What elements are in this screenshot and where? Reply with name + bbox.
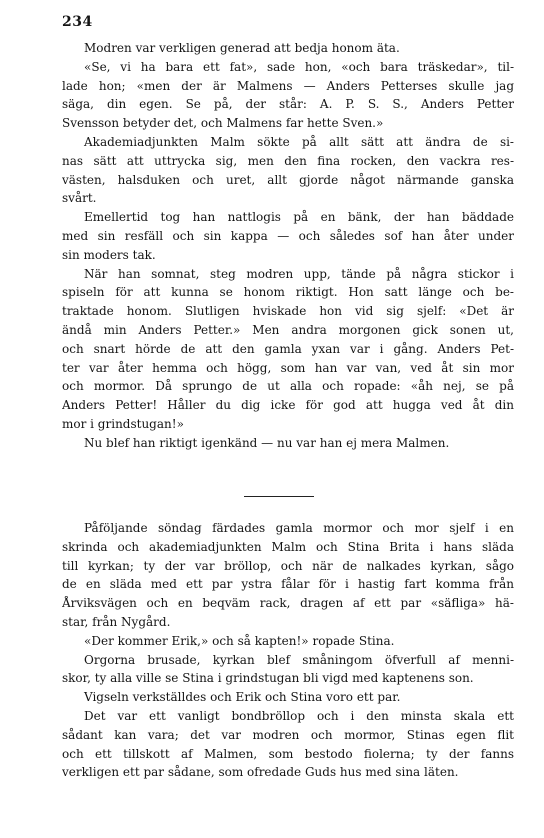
text-line: de en släda med ett par ystra fålar för i hastig fart komma från: [62, 577, 514, 592]
page-number: 234: [62, 14, 93, 30]
text-line: mor i grindstugan!»: [62, 416, 184, 431]
text-section-2: [62, 519, 514, 782]
text-line: Vigseln verkställdes och Erik och Stina voro ett par.: [84, 690, 401, 705]
text-line: traktade honom. Slutligen hviskade hon vid sig sjelf: «Det är: [62, 304, 514, 319]
text-line: Anders Petter! Håller du dig icke för god att hugga ved åt din: [62, 398, 514, 413]
text-line: Det var ett vanligt bondbröllop och i den minsta skala ett: [84, 708, 514, 723]
text-line: lade hon; «men der är Malmens — Anders Petterses skulle jag: [62, 78, 514, 93]
text-line: sin moders tak.: [62, 247, 156, 262]
text-line: star, från Nygård.: [62, 614, 171, 629]
text-line: nas sätt att uttrycka sig, men den fina rocken, den vackra res-: [62, 153, 514, 168]
text-line: verkligen ett par sådane, som ofredade Guds hus med sina läten.: [62, 765, 459, 780]
text-line: Orgorna brusade, kyrkan blef småningom öfverfull af menni-: [84, 652, 514, 667]
text-line: När han somnat, steg modren upp, tände på några stickor i: [84, 266, 514, 281]
text-line: och snart hörde de att den gamla yxan var i gång. Anders Pet-: [62, 341, 514, 356]
text-line: skor, ty alla ville se Stina i grindstugan bli vigd med kaptenens son.: [62, 671, 474, 686]
text-line: Emellertid tog han nattlogis på en bänk, der han bäddade: [84, 210, 514, 225]
text-line: skrinda och akademiadjunkten Malm och Stina Brita i hans släda: [62, 539, 514, 554]
text-line: västen, halsduken och uret, allt gjorde något närmande ganska: [62, 172, 514, 187]
text-line: sådant kan vara; det var modren och mormor, Stinas egen flit: [62, 727, 514, 742]
text-line: och mormor. Då sprungo de ut alla och ropade: «åh nej, se på: [62, 379, 514, 394]
text-line: Svensson betyder det, och Malmens far hette Sven.»: [62, 116, 384, 131]
text-line: och ett tillskott af Malmen, som bestodo fiolerna; ty der fanns: [62, 746, 514, 761]
text-line: svårt.: [62, 191, 97, 206]
text-line: spiseln för att kunna se honom riktigt. Hon satt länge och be-: [62, 285, 514, 300]
text-section-1: [62, 39, 514, 453]
text-line: till kyrkan; ty der var bröllop, och när de nalkades kyrkan, sågo: [62, 558, 514, 573]
text-line: Modren var verkligen generad att bedja honom äta.: [84, 41, 400, 55]
section-divider: [244, 496, 314, 497]
text-line: Akademiadjunkten Malm sökte på allt sätt att ändra de si-: [84, 134, 514, 149]
text-line: ter var åter hemma och högg, som han var van, ved åt sin mor: [62, 360, 514, 375]
text-line: «Se, vi ha bara ett fat», sade hon, «och bara träskedar», til-: [84, 59, 514, 74]
text-line: med sin resfäll och sin kappa — och således sof han åter under: [62, 228, 514, 243]
text-line: Nu blef han riktigt igenkänd — nu var han ej mera Malmen.: [84, 435, 450, 450]
text-line: Årviksvägen och en beqväm rack, dragen af ett par «säfliga» hä-: [62, 596, 514, 611]
text-line: Påföljande söndag färdades gamla mormor och mor sjelf i en: [84, 521, 514, 535]
text-line: ändå min Anders Petter.» Men andra morgonen gick sonen ut,: [62, 322, 514, 337]
text-line: «Der kommer Erik,» och så kapten!» ropade Stina.: [84, 633, 395, 648]
text-line: säga, din egen. Se på, der står: A. P. S. S., Anders Petter: [62, 97, 514, 112]
